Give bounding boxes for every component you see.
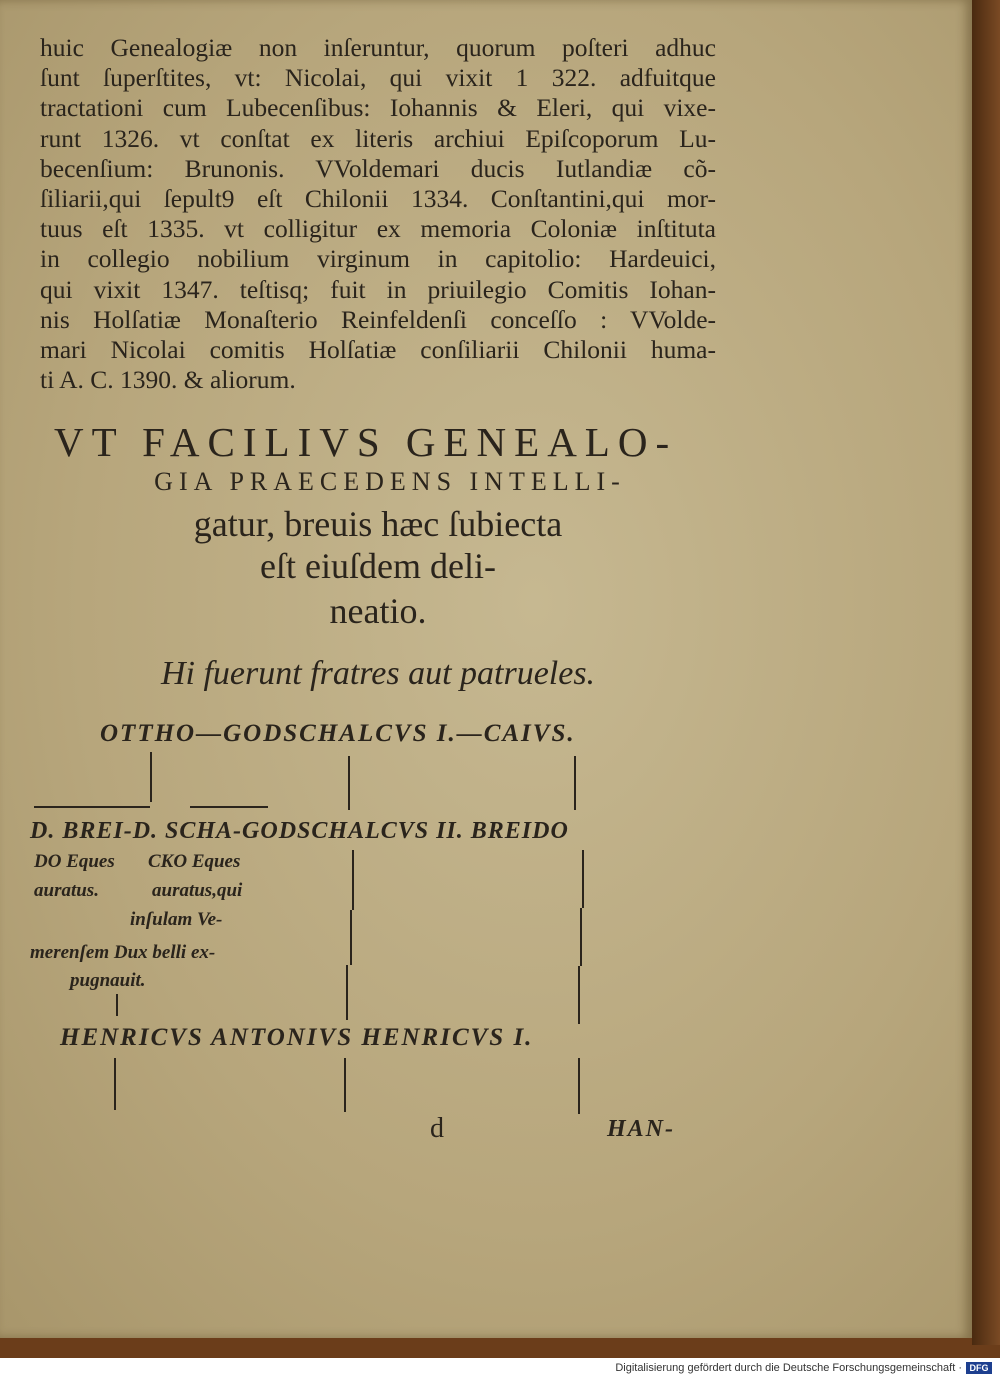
heading-line-4: eſt eiuſdem deli- (260, 546, 496, 586)
note-mid-line: auratus,qui (152, 880, 243, 901)
text-line: qui vixit 1347. teſtisq; fuit in priuilegio Comitis Iohan- (40, 274, 716, 304)
text-line: nis Holſatiæ Monaſterio Reinfeldenſi conceſſo : VVolde- (40, 304, 716, 334)
note-left-line: DO Eques (34, 851, 115, 872)
text-line: in collegio nobilium virginum in capitolio: Hardeuici, (40, 244, 716, 274)
note-mid-line: pugnauit. (70, 970, 146, 991)
tree-connector (346, 965, 348, 1020)
tree-connector (114, 1058, 116, 1110)
tree-connector (582, 850, 584, 908)
heading-line-2: GIA PRAECEDENS INTELLI- (154, 467, 626, 496)
signature-mark: d (430, 1113, 444, 1144)
tree-connector (352, 850, 354, 910)
tree-connector (580, 908, 582, 966)
text-line: ſiliarii,qui ſepult9 eſt Chilonii 1334. Conſtantini,qui mor- (40, 183, 716, 213)
genealogy-row-2: D. BREI-D. SCHA-GODSCHALCVS II. BREIDO (30, 818, 569, 844)
note-mid-line: CKO Eques (148, 851, 241, 872)
text-line: ſunt ſuperſtites, vt: Nicolai, qui vixit 1 322. adfuitque (40, 63, 716, 93)
dfg-logo: DFG (966, 1362, 992, 1374)
body-paragraph (40, 33, 716, 395)
catchword: HAN- (607, 1116, 675, 1142)
tree-connector (578, 966, 580, 1024)
note-mid-line: merenſem Dux belli ex- (30, 942, 216, 963)
text-line: tuus eſt 1335. vt colligitur ex memoria Coloniæ inſtituta (40, 214, 716, 244)
heading-line-3: gatur, breuis hæc ſubiecta (193, 504, 563, 544)
heading-line-1: VT FACILIVS GENEALO- (54, 419, 678, 465)
note-mid-line: inſulam Ve- (130, 909, 223, 930)
book-edge (972, 0, 1000, 1345)
note-left-line: auratus. (34, 880, 99, 901)
genealogy-row-1: OTTHO—GODSCHALCVS I.—CAIVS. (100, 720, 576, 747)
tree-connector (574, 756, 576, 810)
heading-line-5: neatio. (329, 591, 427, 631)
text-line: runt 1326. vt conſtat ex literis archiui Epiſcoporum Lu- (40, 123, 716, 153)
footer-credit: Digitalisierung gefördert durch die Deutsche Forschungsgemeinschaft · (615, 1362, 962, 1374)
tree-connector (578, 1058, 580, 1114)
text-line: tractationi cum Lubecenſibus: Iohannis & Eleri, qui vixe- (40, 93, 716, 123)
genealogy-row-3: HENRICVS ANTONIVS HENRICVS I. (60, 1024, 534, 1051)
tree-connector (348, 756, 350, 810)
genealogy-subtitle: Hi fuerunt fratres aut patrueles. (160, 655, 596, 692)
tree-connector (350, 910, 352, 965)
text-line: huic Genealogiæ non inſeruntur, quorum poſteri adhuc (40, 33, 716, 62)
text-line: mari Nicolai comitis Holſatiæ conſiliarii Chilonii huma- (40, 334, 716, 364)
tree-connector (190, 806, 268, 808)
text-line: becenſium: Brunonis. VVoldemari ducis Iutlandiæ cõ- (40, 153, 716, 183)
tree-connector (116, 994, 118, 1016)
tree-connector (34, 806, 150, 808)
text-line: ti A. C. 1390. & aliorum. (40, 365, 296, 395)
tree-connector (150, 752, 152, 802)
footer-bar (0, 1358, 1000, 1378)
tree-connector (344, 1058, 346, 1112)
